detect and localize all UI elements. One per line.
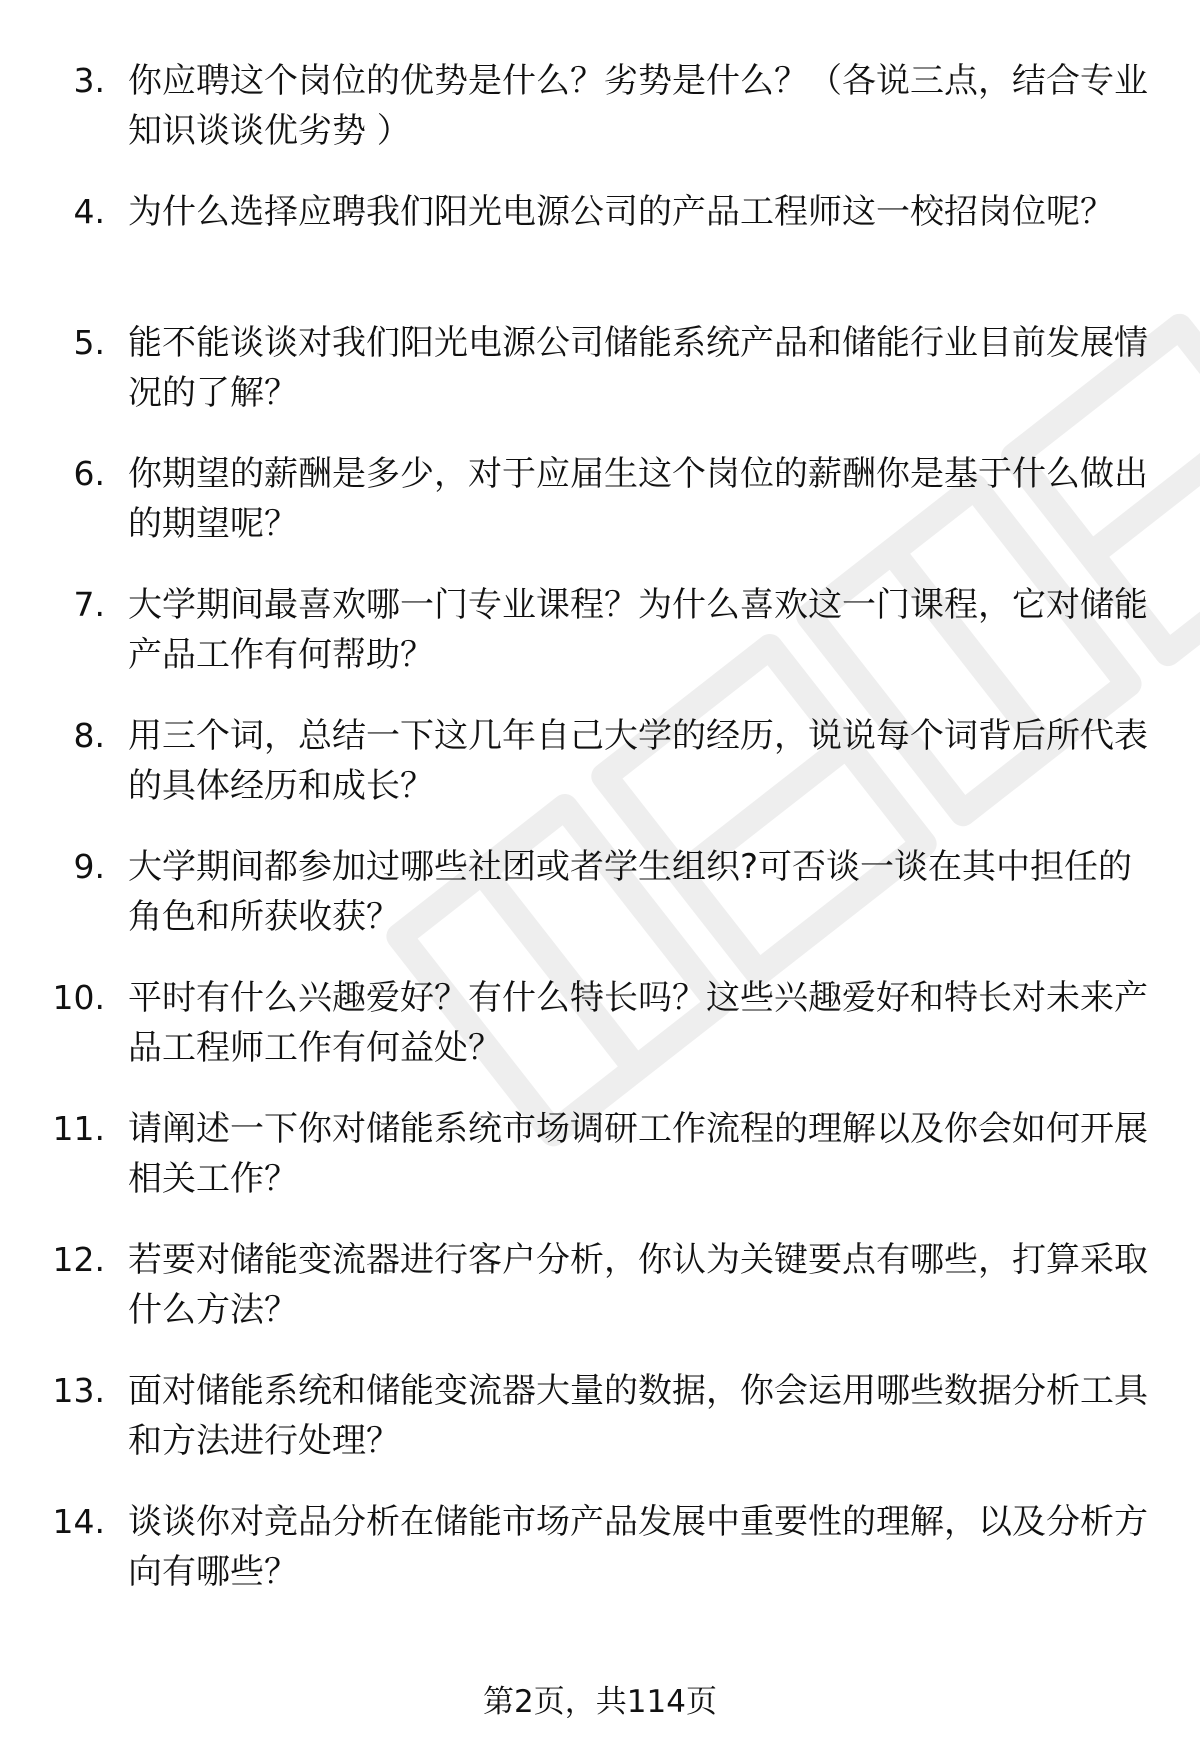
question-item-10 xyxy=(0,973,1200,1104)
question-text: 谈谈你对竞品分析在储能市场产品发展中重要性的理解，以及分析方向有哪些？ xyxy=(128,1502,1148,1592)
question-number: 14. xyxy=(52,1502,105,1541)
question-number: 12. xyxy=(52,1240,105,1279)
question-number: 6. xyxy=(73,454,105,493)
question-item-14 xyxy=(0,1497,1200,1628)
question-item-4 xyxy=(0,187,1200,318)
question-item-6 xyxy=(0,449,1200,580)
question-item-8 xyxy=(0,711,1200,842)
question-text: 平时有什么兴趣爱好？有什么特长吗？这些兴趣爱好和特长对未来产品工程师工作有何益处？ xyxy=(128,978,1148,1068)
question-text: 用三个词，总结一下这几年自己大学的经历，说说每个词背后所代表的具体经历和成长？ xyxy=(128,716,1148,806)
question-item-7 xyxy=(0,580,1200,711)
question-number: 11. xyxy=(52,1109,105,1148)
question-list xyxy=(0,56,1200,1628)
question-number: 3. xyxy=(73,61,105,100)
question-item-5 xyxy=(0,318,1200,449)
question-item-3 xyxy=(0,56,1200,187)
question-item-13 xyxy=(0,1366,1200,1497)
page-footer: 第2页，共114页 xyxy=(483,1684,717,1720)
question-number: 9. xyxy=(73,847,105,886)
question-number: 8. xyxy=(73,716,105,755)
question-number: 5. xyxy=(73,323,105,362)
question-number: 4. xyxy=(73,192,105,231)
question-text: 若要对储能变流器进行客户分析，你认为关键要点有哪些，打算采取什么方法？ xyxy=(128,1240,1148,1330)
question-text: 你应聘这个岗位的优势是什么？劣势是什么？（各说三点，结合专业知识谈谈优劣势 ） xyxy=(128,61,1148,151)
question-text: 你期望的薪酬是多少，对于应届生这个岗位的薪酬你是基于什么做出的期望呢？ xyxy=(128,454,1148,544)
question-number: 10. xyxy=(52,978,105,1017)
question-text: 能不能谈谈对我们阳光电源公司储能系统产品和储能行业目前发展情况的了解？ xyxy=(128,323,1148,413)
question-number: 7. xyxy=(73,585,105,624)
question-text: 请阐述一下你对储能系统市场调研工作流程的理解以及你会如何开展相关工作？ xyxy=(128,1109,1148,1199)
question-text: 大学期间都参加过哪些社团或者学生组织?可否谈一谈在其中担任的角色和所获收获？ xyxy=(128,847,1133,937)
question-text: 面对储能系统和储能变流器大量的数据，你会运用哪些数据分析工具和方法进行处理？ xyxy=(128,1371,1148,1461)
question-text: 为什么选择应聘我们阳光电源公司的产品工程师这一校招岗位呢？ xyxy=(128,192,1114,232)
question-text: 大学期间最喜欢哪一门专业课程？为什么喜欢这一门课程，它对储能产品工作有何帮助？ xyxy=(128,585,1148,675)
question-item-12 xyxy=(0,1235,1200,1366)
question-item-9 xyxy=(0,842,1200,973)
question-item-11 xyxy=(0,1104,1200,1235)
question-number: 13. xyxy=(52,1371,105,1410)
